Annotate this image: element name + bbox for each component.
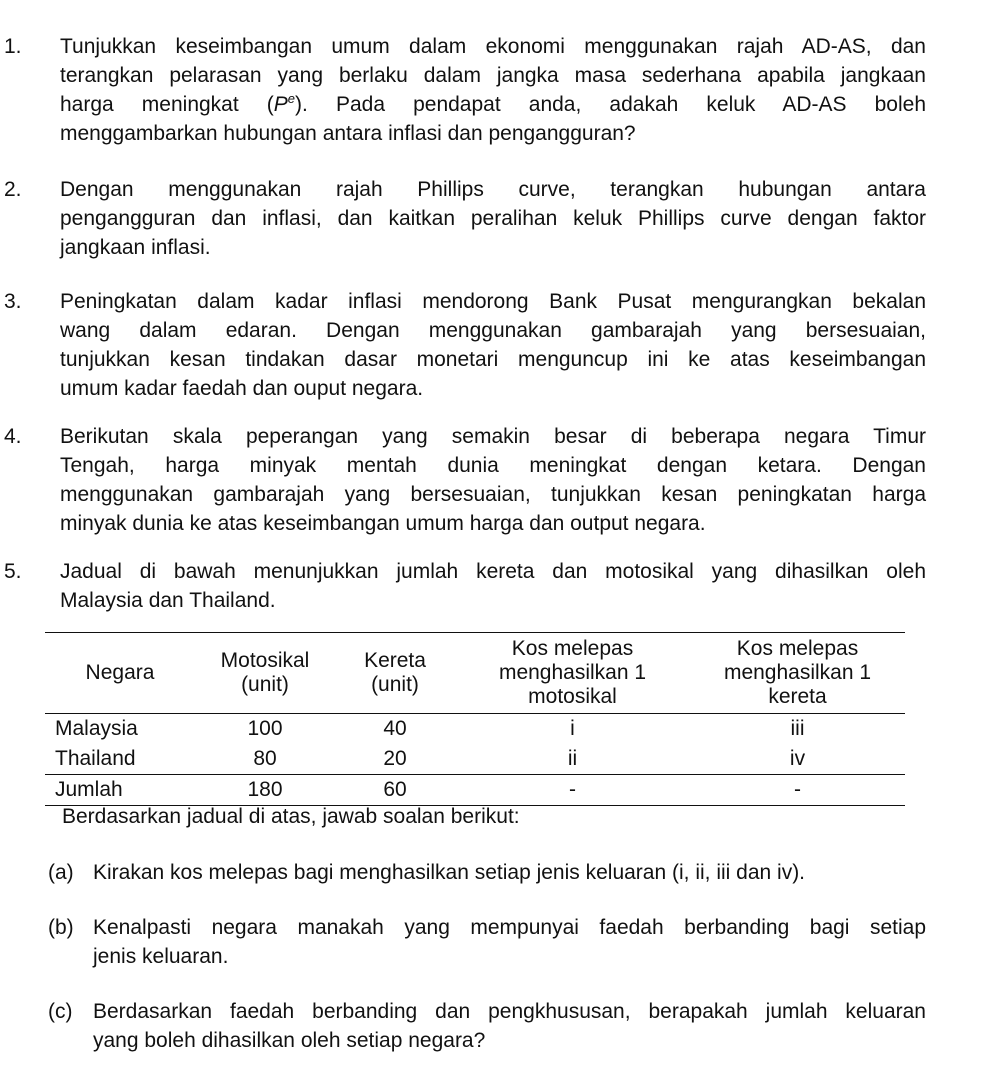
table-instruction: Berdasarkan jadual di atas, jawab soalan berikut: — [62, 805, 520, 828]
cell-negara: Thailand — [55, 747, 136, 770]
question-text — [60, 175, 926, 262]
cell-kos-kereta: iii — [790, 717, 805, 740]
question-number: 3. — [4, 290, 22, 313]
text-line: tunjukkan kesan tindakan dasar monetari menguncup ini ke atas keseimbangan — [60, 348, 926, 371]
question-number: 2. — [4, 178, 22, 201]
text-line — [60, 90, 926, 119]
text-line: Berdasarkan faedah berbanding dan pengkhususan, berapakah jumlah keluaran — [93, 1000, 926, 1023]
text-line: terangkan pelarasan yang berlaku dalam jangka masa sederhana apabila jangkaan — [60, 64, 926, 87]
table-row — [45, 744, 905, 775]
text-line: Jadual di bawah menunjukkan jumlah kereta dan motosikal yang dihasilkan oleh — [60, 560, 926, 583]
expected-price-symbol: P — [273, 93, 288, 116]
cell-motosikal: 80 — [253, 747, 277, 770]
question-text — [60, 287, 926, 403]
header-negara: Negara — [85, 661, 155, 684]
text-segment: harga meningkat ( — [60, 93, 274, 116]
text-line: Peningkatan dalam kadar inflasi mendorong Bank Pusat mengurangkan bekalan — [60, 290, 926, 313]
subquestion-text — [93, 997, 926, 1055]
question-text — [60, 422, 926, 538]
cell-kereta: 20 — [383, 747, 407, 770]
cell-negara: Jumlah — [55, 778, 123, 801]
text-line: jenis keluaran. — [93, 945, 229, 968]
text-line: pengangguran dan inflasi, dan kaitkan peralihan keluk Phillips curve dengan faktor — [60, 207, 926, 230]
subquestion-text — [93, 913, 926, 971]
text-line: wang dalam edaran. Dengan menggunakan gambarajah yang bersesuaian, — [60, 319, 926, 342]
cell-kos-kereta: iv — [789, 747, 806, 770]
question-number: 5. — [4, 560, 22, 583]
subquestion-label: (a) — [48, 861, 74, 884]
cell-kos-motosikal: ii — [567, 747, 578, 770]
cell-kereta: 40 — [383, 717, 407, 740]
cell-kos-motosikal: - — [569, 778, 576, 801]
text-line: yang boleh dihasilkan oleh setiap negara? — [93, 1029, 486, 1052]
text-segment: ). Pada pendapat anda, adakah keluk AD-AS boleh — [295, 93, 926, 116]
text-line: Tengah, harga minyak mentah dunia meningkat dengan ketara. Dengan — [60, 454, 926, 477]
cell-motosikal: 180 — [247, 778, 283, 801]
header-motosikal: Motosikal (unit) — [220, 649, 310, 696]
header-kereta: Kereta (unit) — [364, 649, 426, 696]
question-text — [60, 32, 926, 148]
cell-motosikal: 100 — [247, 717, 283, 740]
text-line: menggunakan gambarajah yang bersesuaian, tunjukkan kesan peningkatan harga — [60, 483, 926, 506]
cell-kos-kereta: - — [794, 778, 801, 801]
production-table — [45, 632, 905, 806]
subquestion-label: (b) — [48, 916, 74, 939]
question-number: 4. — [4, 425, 22, 448]
text-line: Berikutan skala peperangan yang semakin besar di beberapa negara Timur — [60, 425, 926, 448]
text-line: minyak dunia ke atas keseimbangan umum harga dan output negara. — [60, 512, 706, 535]
text-line: Dengan menggunakan rajah Phillips curve, terangkan hubungan antara — [60, 178, 926, 201]
text-line: Kirakan kos melepas bagi menghasilkan setiap jenis keluaran (i, ii, iii dan iv). — [93, 861, 806, 884]
text-line: Malaysia dan Thailand. — [60, 589, 276, 612]
subquestion-label: (c) — [48, 1000, 73, 1023]
cell-kos-motosikal: i — [570, 717, 575, 740]
text-line: Kenalpasti negara manakah yang mempunyai faedah berbanding bagi setiap — [93, 916, 926, 939]
cell-negara: Malaysia — [55, 717, 138, 740]
subquestion-text — [93, 858, 926, 887]
text-line: menggambarkan hubungan antara inflasi dan pengangguran? — [60, 122, 636, 145]
question-text — [60, 557, 926, 615]
expected-price-superscript: e — [287, 91, 296, 106]
cell-kereta: 60 — [383, 778, 407, 801]
header-kos-kereta: Kos melepas menghasilkan 1 kereta — [723, 637, 872, 708]
header-kos-motosikal: Kos melepas menghasilkan 1 motosikal — [498, 637, 647, 708]
text-line: umum kadar faedah dan ouput negara. — [60, 377, 424, 400]
table-header-row — [45, 633, 905, 714]
text-line: jangkaan inflasi. — [60, 236, 211, 259]
table-total-row — [45, 775, 905, 806]
question-number: 1. — [4, 35, 22, 58]
table-row — [45, 714, 905, 745]
text-line: Tunjukkan keseimbangan umum dalam ekonomi menggunakan rajah AD-AS, dan — [60, 35, 926, 58]
